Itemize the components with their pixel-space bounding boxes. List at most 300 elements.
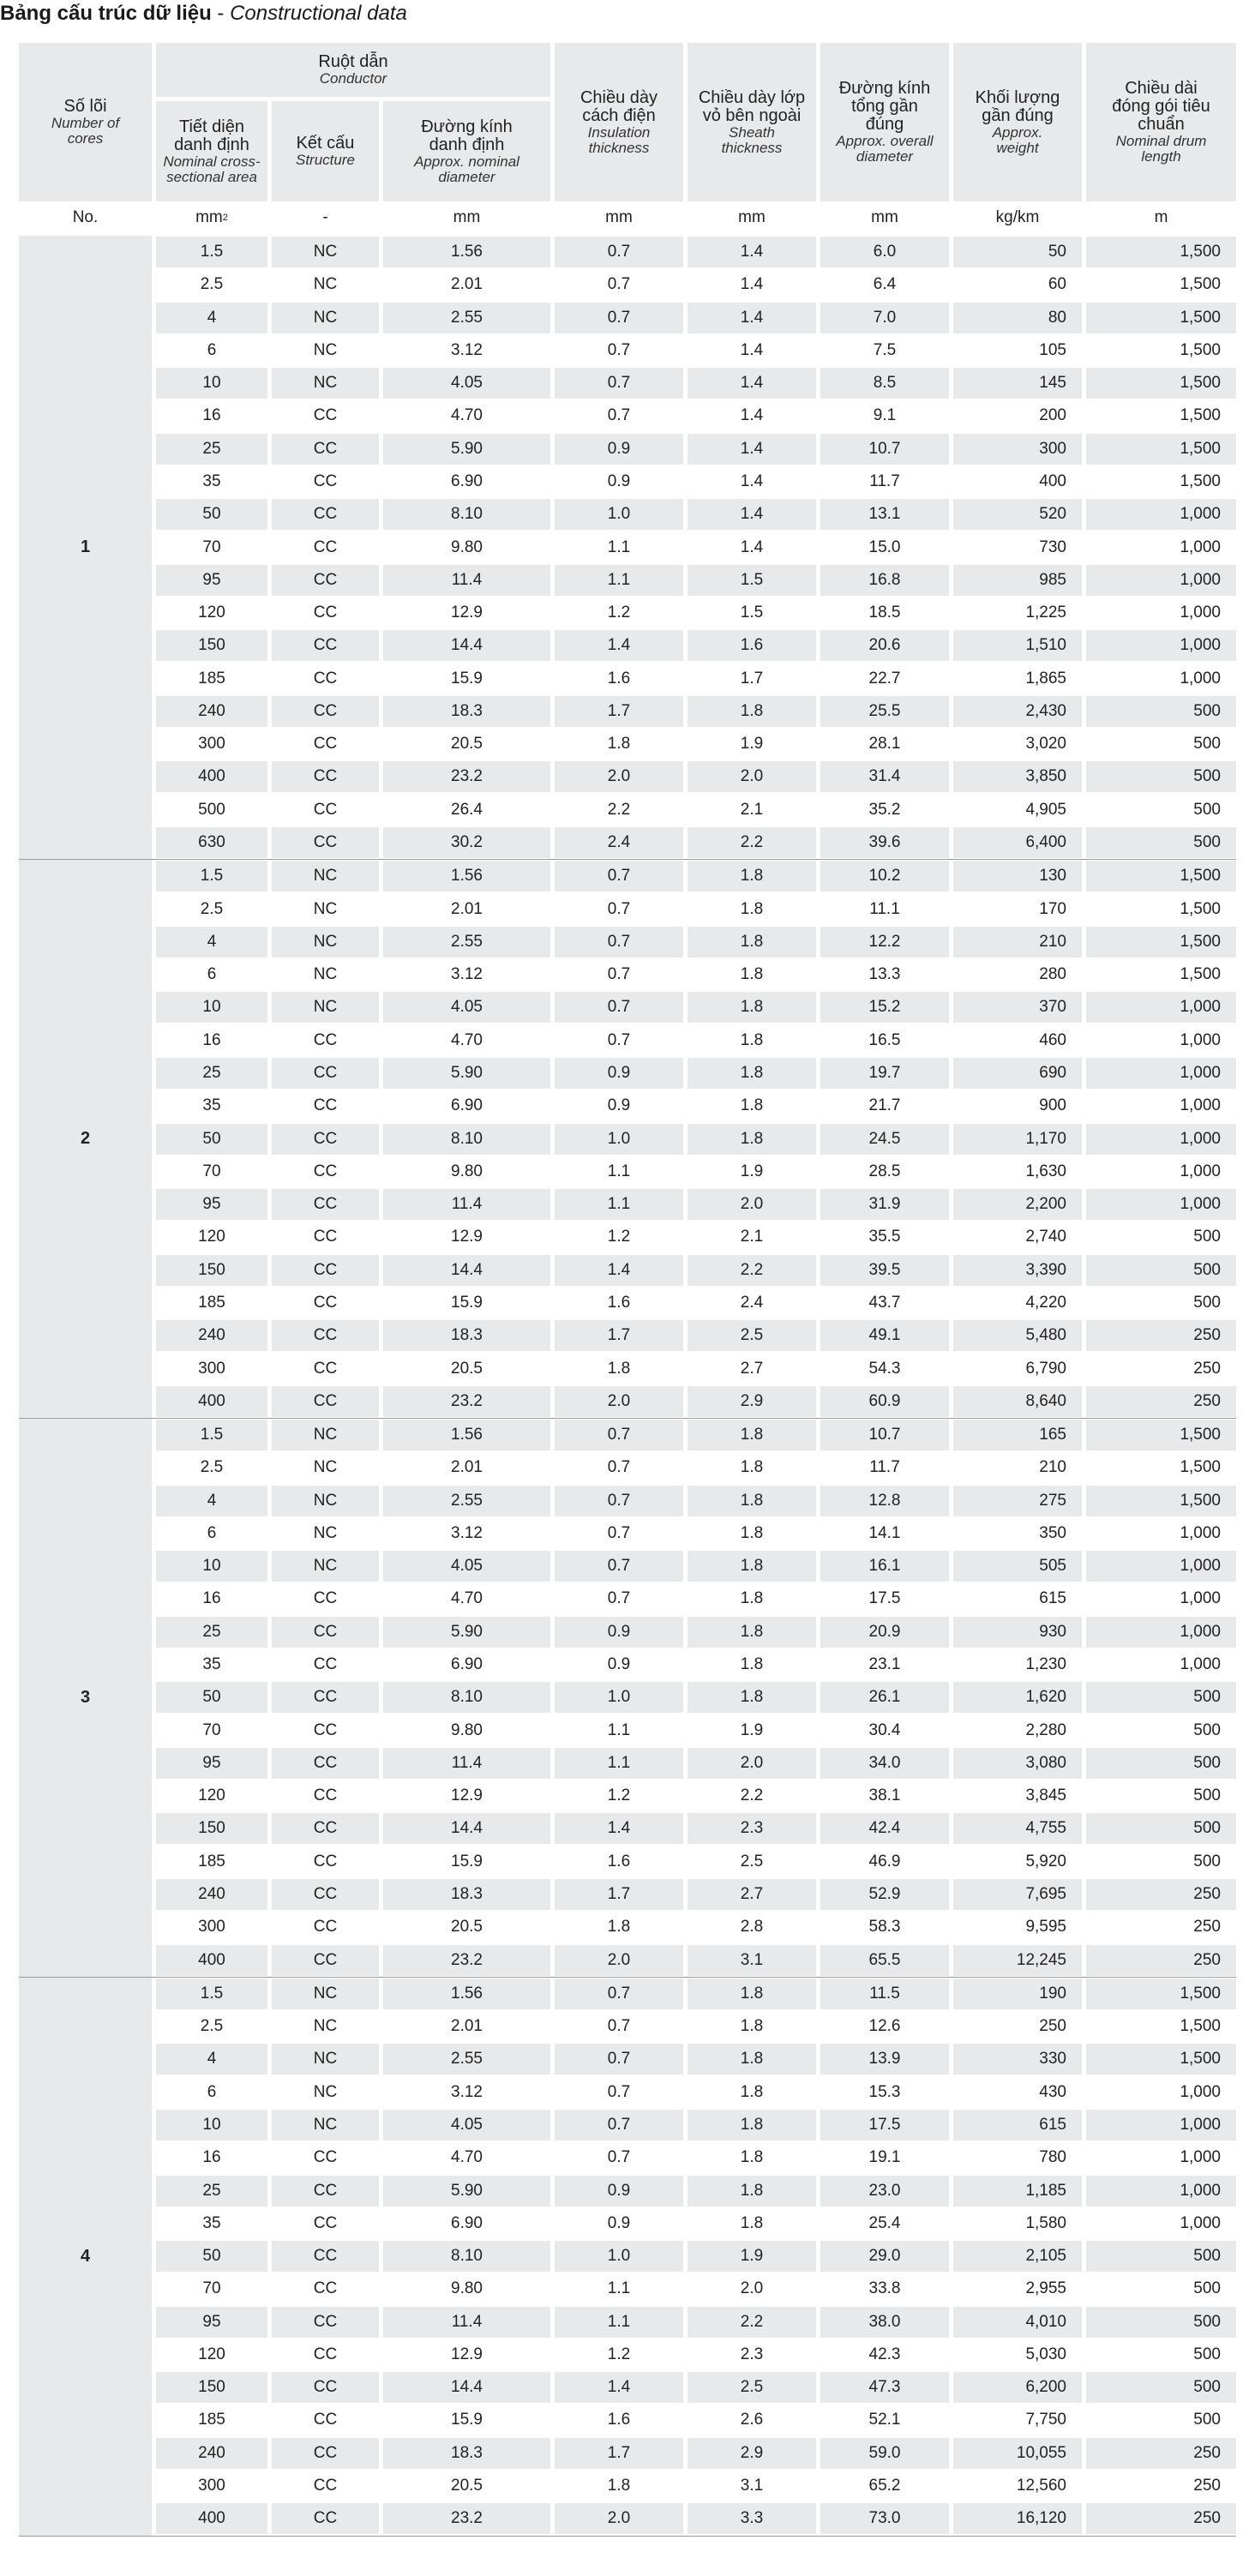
cell-area: 240 — [156, 696, 267, 727]
cell-area: 35 — [202, 471, 221, 490]
cell-drum: 1,000 — [1086, 499, 1236, 530]
cell-sheath: 1.9 — [740, 735, 764, 754]
cell-sheath: 1.8 — [740, 899, 764, 918]
cell-diameter: 15.9 — [451, 1852, 483, 1870]
header-weight — [953, 43, 1082, 201]
cell-diameter: 3.12 — [451, 340, 483, 359]
table-row — [156, 1320, 1236, 1351]
cell-insulation: 1.7 — [555, 696, 683, 727]
cell-sheath: 1.8 — [740, 965, 764, 984]
unit-sheath: mm — [738, 208, 766, 226]
table-row — [156, 1058, 1236, 1089]
cell-structure: CC — [313, 2477, 338, 2495]
cell-overall: 16.1 — [820, 1551, 949, 1582]
cell-weight: 9,595 — [1025, 1918, 1066, 1937]
cell-weight: 16,120 — [953, 2503, 1082, 2534]
cell-structure: NC — [272, 303, 379, 333]
cell-insulation: 0.9 — [555, 1058, 683, 1089]
cell-diameter: 9.80 — [451, 2279, 483, 2298]
cell-area: 150 — [156, 1255, 267, 1286]
cell-sheath: 2.0 — [740, 2279, 764, 2298]
cell-structure: CC — [272, 2241, 379, 2272]
unit-overall: mm — [871, 208, 898, 226]
cell-overall: 47.3 — [820, 2372, 949, 2403]
cell-overall: 65.5 — [820, 1945, 949, 1976]
cell-overall: 12.8 — [820, 1486, 949, 1516]
cell-drum: 1,000 — [1086, 2176, 1236, 2207]
core-count-cell: 3 — [19, 1419, 152, 1977]
cell-weight: 6,400 — [953, 827, 1082, 858]
cell-diameter: 15.9 — [451, 669, 483, 688]
cell-overall: 20.6 — [820, 630, 949, 661]
cell-diameter: 18.3 — [383, 696, 550, 727]
cell-diameter: 2.01 — [451, 2017, 483, 2036]
cell-area: 70 — [202, 2279, 221, 2298]
header-conductor-en: Conductor — [319, 70, 387, 87]
table-row — [156, 2110, 1236, 2141]
cell-structure: CC — [313, 669, 338, 688]
table-row — [156, 1551, 1236, 1582]
cell-overall: 6.0 — [820, 237, 949, 267]
cell-insulation: 0.7 — [555, 2110, 683, 2141]
cell-insulation: 0.9 — [607, 1096, 631, 1115]
cell-weight: 50 — [953, 237, 1082, 267]
cell-insulation: 0.9 — [607, 1655, 631, 1674]
cell-weight: 280 — [1039, 965, 1066, 984]
header-diameter-vi: Đường kính danh định — [421, 117, 513, 154]
header-cores-en: Number of cores — [51, 115, 120, 147]
cell-diameter: 11.4 — [383, 1189, 550, 1220]
cell-diameter: 4.70 — [451, 1589, 483, 1608]
cell-overall: 46.9 — [868, 1852, 901, 1870]
cell-weight: 165 — [953, 1420, 1082, 1450]
cell-overall: 7.5 — [873, 340, 897, 359]
cell-weight: 60 — [1048, 275, 1066, 294]
cell-diameter: 3.12 — [451, 2082, 483, 2101]
cell-diameter: 4.05 — [383, 368, 550, 399]
cell-structure: NC — [313, 965, 338, 984]
cell-area: 6 — [207, 340, 217, 359]
cell-drum: 1,000 — [1086, 2110, 1236, 2141]
cell-structure: CC — [313, 1786, 338, 1805]
core-count-cell: 2 — [19, 860, 152, 1418]
table-row — [156, 992, 1236, 1023]
cell-weight: 1,630 — [1025, 1162, 1066, 1180]
cell-area: 95 — [156, 2307, 267, 2338]
cell-structure: CC — [313, 1655, 338, 1674]
cell-insulation: 1.1 — [555, 1748, 683, 1779]
cell-weight: 2,200 — [953, 1189, 1082, 1220]
cell-drum: 1,500 — [1086, 861, 1236, 892]
cell-drum: 1,000 — [1086, 1189, 1236, 1220]
cell-weight: 2,430 — [953, 696, 1082, 727]
cell-overall: 23.0 — [820, 2176, 949, 2207]
cell-drum: 1,500 — [1180, 340, 1221, 359]
cell-overall: 6.4 — [873, 275, 897, 294]
cell-insulation: 0.9 — [555, 2176, 683, 2207]
cell-drum: 250 — [1086, 2438, 1236, 2469]
cell-structure: NC — [313, 2082, 338, 2101]
cell-area: 150 — [156, 1813, 267, 1844]
page-title — [0, 2, 407, 26]
cell-structure: CC — [272, 1386, 379, 1417]
core-group — [19, 236, 1236, 859]
cell-overall: 54.3 — [868, 1359, 901, 1378]
cell-sheath: 2.1 — [740, 800, 764, 819]
cell-area: 1.5 — [156, 237, 267, 267]
cell-overall: 25.4 — [868, 2213, 901, 2232]
table-row — [156, 729, 1236, 760]
cell-diameter: 2.55 — [383, 303, 550, 333]
cell-insulation: 1.1 — [555, 1189, 683, 1220]
table-row — [156, 696, 1236, 727]
table-row — [156, 1189, 1236, 1220]
cell-area: 300 — [198, 1918, 225, 1937]
cell-area: 1.5 — [156, 861, 267, 892]
cell-area: 150 — [156, 630, 267, 661]
cell-weight: 1,170 — [953, 1124, 1082, 1155]
cell-area: 4 — [156, 927, 267, 958]
cell-drum: 250 — [1193, 1918, 1221, 1937]
cell-area: 10 — [156, 1551, 267, 1582]
table-row — [156, 1715, 1236, 1746]
cell-drum: 500 — [1193, 1293, 1221, 1312]
cell-weight: 900 — [1039, 1096, 1066, 1115]
cell-area: 2.5 — [200, 899, 224, 918]
cell-diameter: 8.10 — [383, 2241, 550, 2272]
cell-drum: 250 — [1193, 2477, 1221, 2495]
cell-weight: 105 — [1039, 340, 1066, 359]
cell-structure: NC — [272, 927, 379, 958]
table-row — [156, 1124, 1236, 1155]
cell-weight: 80 — [953, 303, 1082, 333]
cell-diameter: 4.05 — [383, 1551, 550, 1582]
cell-area: 25 — [156, 1058, 267, 1089]
cell-overall: 10.7 — [820, 1420, 949, 1450]
cell-sheath: 1.8 — [688, 927, 816, 958]
cell-area: 6 — [207, 965, 217, 984]
cell-structure: CC — [313, 2411, 338, 2429]
cell-overall: 23.1 — [868, 1655, 901, 1674]
cell-drum: 1,000 — [1180, 1523, 1221, 1542]
cell-area: 1.5 — [156, 1979, 267, 2009]
cell-structure: CC — [272, 827, 379, 858]
cell-overall: 52.1 — [868, 2411, 901, 2429]
cell-insulation: 1.8 — [607, 735, 631, 754]
cell-structure: NC — [272, 1979, 379, 2009]
cell-area: 120 — [198, 2345, 225, 2363]
cell-area: 185 — [198, 669, 225, 688]
cell-area: 500 — [198, 800, 225, 819]
cell-drum: 1,000 — [1180, 1030, 1221, 1049]
cell-insulation: 1.8 — [607, 1359, 631, 1378]
cell-area: 2.5 — [200, 1458, 224, 1477]
cell-drum: 1,500 — [1086, 237, 1236, 267]
cell-sheath: 1.8 — [688, 2110, 816, 2141]
table-row — [156, 1879, 1236, 1910]
cell-overall: 19.7 — [820, 1058, 949, 1089]
cell-sheath: 2.7 — [688, 1879, 816, 1910]
cell-diameter: 5.90 — [383, 434, 550, 465]
cell-insulation: 2.0 — [555, 761, 683, 792]
cell-overall: 35.2 — [868, 800, 901, 819]
cell-sheath: 1.8 — [740, 2148, 764, 2167]
cell-insulation: 1.8 — [607, 2477, 631, 2495]
cell-drum: 1,000 — [1180, 1096, 1221, 1115]
core-count-cell: 1 — [19, 236, 152, 859]
cell-weight: 330 — [953, 2044, 1082, 2075]
cell-area: 95 — [156, 565, 267, 596]
cell-weight: 7,695 — [953, 1879, 1082, 1910]
cell-weight: 505 — [953, 1551, 1082, 1582]
core-group — [19, 1419, 1236, 1977]
cell-sheath: 1.9 — [688, 2241, 816, 2272]
cell-diameter: 14.4 — [383, 1255, 550, 1286]
cell-diameter: 18.3 — [383, 2438, 550, 2469]
cell-area: 6 — [207, 2082, 217, 2101]
table-row — [156, 630, 1236, 661]
cell-diameter: 15.9 — [451, 2411, 483, 2429]
unit-area — [156, 206, 267, 230]
table-row — [156, 795, 1236, 826]
cell-structure: CC — [313, 2345, 338, 2363]
cell-area: 70 — [202, 1720, 221, 1739]
table-row — [156, 761, 1236, 792]
cell-sheath: 1.8 — [688, 1058, 816, 1089]
cell-drum: 500 — [1193, 1720, 1221, 1739]
cell-weight: 2,740 — [1025, 1228, 1066, 1246]
cell-overall: 18.5 — [868, 603, 901, 622]
table-row — [156, 2471, 1236, 2501]
cell-drum: 1,500 — [1180, 275, 1221, 294]
cell-area: 4 — [156, 2044, 267, 2075]
cell-insulation: 0.9 — [555, 1617, 683, 1648]
cell-structure: NC — [272, 861, 379, 892]
header-area — [156, 101, 267, 201]
cell-sheath: 2.5 — [740, 1852, 764, 1870]
cell-weight: 300 — [953, 434, 1082, 465]
cell-area: 10 — [156, 992, 267, 1023]
cell-area: 2.5 — [200, 2017, 224, 2036]
table-row — [156, 664, 1236, 694]
header-sheath-vi: Chiều dày lớp vỏ bên ngoài — [698, 87, 806, 125]
cell-area: 185 — [198, 1852, 225, 1870]
cell-sheath: 1.8 — [740, 2082, 764, 2101]
cell-weight: 520 — [953, 499, 1082, 530]
cell-weight: 690 — [953, 1058, 1082, 1089]
cell-diameter: 4.70 — [451, 2148, 483, 2167]
cell-insulation: 0.7 — [555, 1420, 683, 1450]
cell-drum: 500 — [1086, 1682, 1236, 1713]
cell-overall: 17.5 — [820, 2110, 949, 2141]
cell-overall: 26.1 — [820, 1682, 949, 1713]
header-area-en: Nominal cross-sectional area — [163, 153, 261, 185]
cell-drum: 500 — [1193, 1786, 1221, 1805]
cell-sheath: 2.2 — [688, 2307, 816, 2338]
title-separator: - — [211, 2, 231, 25]
cell-weight: 3,845 — [1025, 1786, 1066, 1805]
table-row — [156, 1288, 1236, 1318]
cell-sheath: 1.8 — [740, 1030, 764, 1049]
table-row — [156, 1748, 1236, 1779]
cell-area: 4 — [156, 303, 267, 333]
cell-area: 16 — [202, 1030, 221, 1049]
cell-structure: CC — [313, 1228, 338, 1246]
table-row — [156, 2339, 1236, 2370]
cell-insulation: 1.2 — [607, 1228, 631, 1246]
cell-drum: 1,500 — [1180, 1458, 1221, 1477]
cell-sheath: 2.3 — [688, 1813, 816, 1844]
cell-drum: 1,000 — [1180, 2213, 1221, 2232]
table-row — [156, 400, 1236, 431]
cell-drum: 1,000 — [1180, 2148, 1221, 2167]
cell-structure: CC — [272, 1813, 379, 1844]
cell-overall: 28.1 — [868, 735, 901, 754]
table-row — [156, 827, 1236, 858]
cell-sheath: 2.5 — [688, 1320, 816, 1351]
cell-insulation: 0.7 — [555, 368, 683, 399]
cell-area: 35 — [202, 1096, 221, 1115]
cell-structure: CC — [313, 2148, 338, 2167]
cell-diameter: 4.05 — [383, 2110, 550, 2141]
cell-sheath: 1.8 — [740, 2213, 764, 2232]
cell-sheath: 1.8 — [688, 1617, 816, 1648]
cell-insulation: 0.7 — [607, 1589, 631, 1608]
cell-diameter: 8.10 — [383, 1124, 550, 1155]
cell-structure: NC — [272, 2044, 379, 2075]
cell-drum: 500 — [1086, 761, 1236, 792]
cell-area: 240 — [156, 1320, 267, 1351]
table-row — [156, 2372, 1236, 2403]
cell-area: 300 — [198, 2477, 225, 2495]
cell-structure: CC — [272, 761, 379, 792]
table-row — [156, 861, 1236, 892]
cell-area: 70 — [202, 537, 221, 556]
cell-area: 50 — [156, 499, 267, 530]
cell-overall: 11.7 — [869, 1458, 900, 1477]
cell-area: 35 — [202, 2213, 221, 2232]
cell-diameter: 3.12 — [451, 965, 483, 984]
cell-insulation: 1.1 — [555, 2307, 683, 2338]
cell-drum: 500 — [1193, 2279, 1221, 2298]
cell-drum: 500 — [1193, 2345, 1221, 2363]
cell-diameter: 1.56 — [383, 1979, 550, 2009]
cell-overall: 13.3 — [868, 965, 901, 984]
unit-area-text: mm — [195, 208, 223, 226]
cell-insulation: 2.0 — [555, 1386, 683, 1417]
header-sheath-en: Sheath thickness — [721, 123, 783, 156]
cell-structure: NC — [272, 1420, 379, 1450]
cell-insulation: 2.4 — [555, 827, 683, 858]
cell-overall: 29.0 — [820, 2241, 949, 2272]
cell-weight: 1,580 — [1025, 2213, 1066, 2232]
cell-weight: 1,510 — [953, 630, 1082, 661]
cell-sheath: 1.8 — [688, 1486, 816, 1516]
table-header — [19, 43, 1236, 201]
cell-weight: 7,750 — [1025, 2411, 1066, 2429]
cell-overall: 24.5 — [820, 1124, 949, 1155]
cell-area: 25 — [156, 1617, 267, 1648]
cell-drum: 1,500 — [1086, 434, 1236, 465]
cell-diameter: 1.56 — [383, 1420, 550, 1450]
cell-structure: CC — [272, 1879, 379, 1910]
cell-sheath: 1.4 — [740, 471, 764, 490]
cell-area: 1.5 — [156, 1420, 267, 1450]
cell-structure: CC — [272, 1058, 379, 1089]
cell-drum: 1,000 — [1180, 1655, 1221, 1674]
cell-insulation: 1.6 — [607, 1293, 631, 1312]
cell-area: 16 — [202, 1589, 221, 1608]
cell-insulation: 0.7 — [607, 1523, 631, 1542]
cell-drum: 250 — [1193, 1359, 1221, 1378]
cell-drum: 1,000 — [1086, 565, 1236, 596]
cell-area: 2.5 — [200, 275, 224, 294]
cell-area: 25 — [156, 434, 267, 465]
title-english: Constructional data — [230, 2, 407, 25]
cell-structure: CC — [313, 471, 338, 490]
header-sheath — [688, 43, 816, 201]
cell-sheath: 1.8 — [688, 1979, 816, 2009]
cell-weight: 615 — [1039, 1589, 1066, 1608]
cell-structure: CC — [313, 406, 338, 425]
header-drum-vi: Chiều dài đóng gói tiêu chuẩn — [1112, 79, 1210, 135]
cell-weight: 200 — [1039, 406, 1066, 425]
cell-diameter: 2.55 — [383, 927, 550, 958]
cell-weight: 2,105 — [953, 2241, 1082, 2272]
cell-structure: NC — [313, 1458, 338, 1477]
cell-overall: 15.3 — [868, 2082, 901, 2101]
cell-weight: 4,755 — [953, 1813, 1082, 1844]
header-overall — [820, 43, 949, 201]
cell-diameter: 4.05 — [383, 992, 550, 1023]
cell-sheath: 1.4 — [688, 434, 816, 465]
cell-area: 4 — [156, 1486, 267, 1516]
table-row — [156, 434, 1236, 465]
cell-sheath: 1.4 — [688, 499, 816, 530]
cell-overall: 13.1 — [820, 499, 949, 530]
cell-weight: 5,920 — [1025, 1852, 1066, 1870]
cell-insulation: 0.7 — [607, 2148, 631, 2167]
table-row — [156, 959, 1236, 990]
cell-sheath: 1.8 — [740, 1655, 764, 1674]
header-cores-vi: Số lõi — [63, 97, 107, 117]
cell-drum: 500 — [1193, 1852, 1221, 1870]
cell-weight: 3,390 — [953, 1255, 1082, 1286]
cell-area: 240 — [156, 1879, 267, 1910]
cell-diameter: 5.90 — [383, 1058, 550, 1089]
cell-overall: 59.0 — [820, 2438, 949, 2469]
table-row — [156, 1617, 1236, 1648]
table-row — [156, 2142, 1236, 2173]
cell-overall: 9.1 — [873, 406, 897, 425]
cell-overall: 11.5 — [820, 1979, 949, 2009]
cell-weight: 12,245 — [953, 1945, 1082, 1976]
cell-sheath: 1.4 — [740, 275, 764, 294]
cell-diameter: 4.70 — [451, 406, 483, 425]
cell-overall: 10.2 — [820, 861, 949, 892]
cell-diameter: 26.4 — [451, 800, 483, 819]
cell-weight: 190 — [953, 1979, 1082, 2009]
cell-structure: CC — [272, 499, 379, 530]
cell-diameter: 20.5 — [451, 735, 483, 754]
cell-structure: CC — [272, 1945, 379, 1976]
unit-area-sup: 2 — [222, 213, 228, 223]
unit-cores: No. — [72, 208, 99, 226]
cell-drum: 1,500 — [1086, 368, 1236, 399]
cell-overall: 60.9 — [820, 1386, 949, 1417]
cell-sheath: 1.7 — [740, 669, 764, 688]
cell-drum: 1,000 — [1180, 537, 1221, 556]
